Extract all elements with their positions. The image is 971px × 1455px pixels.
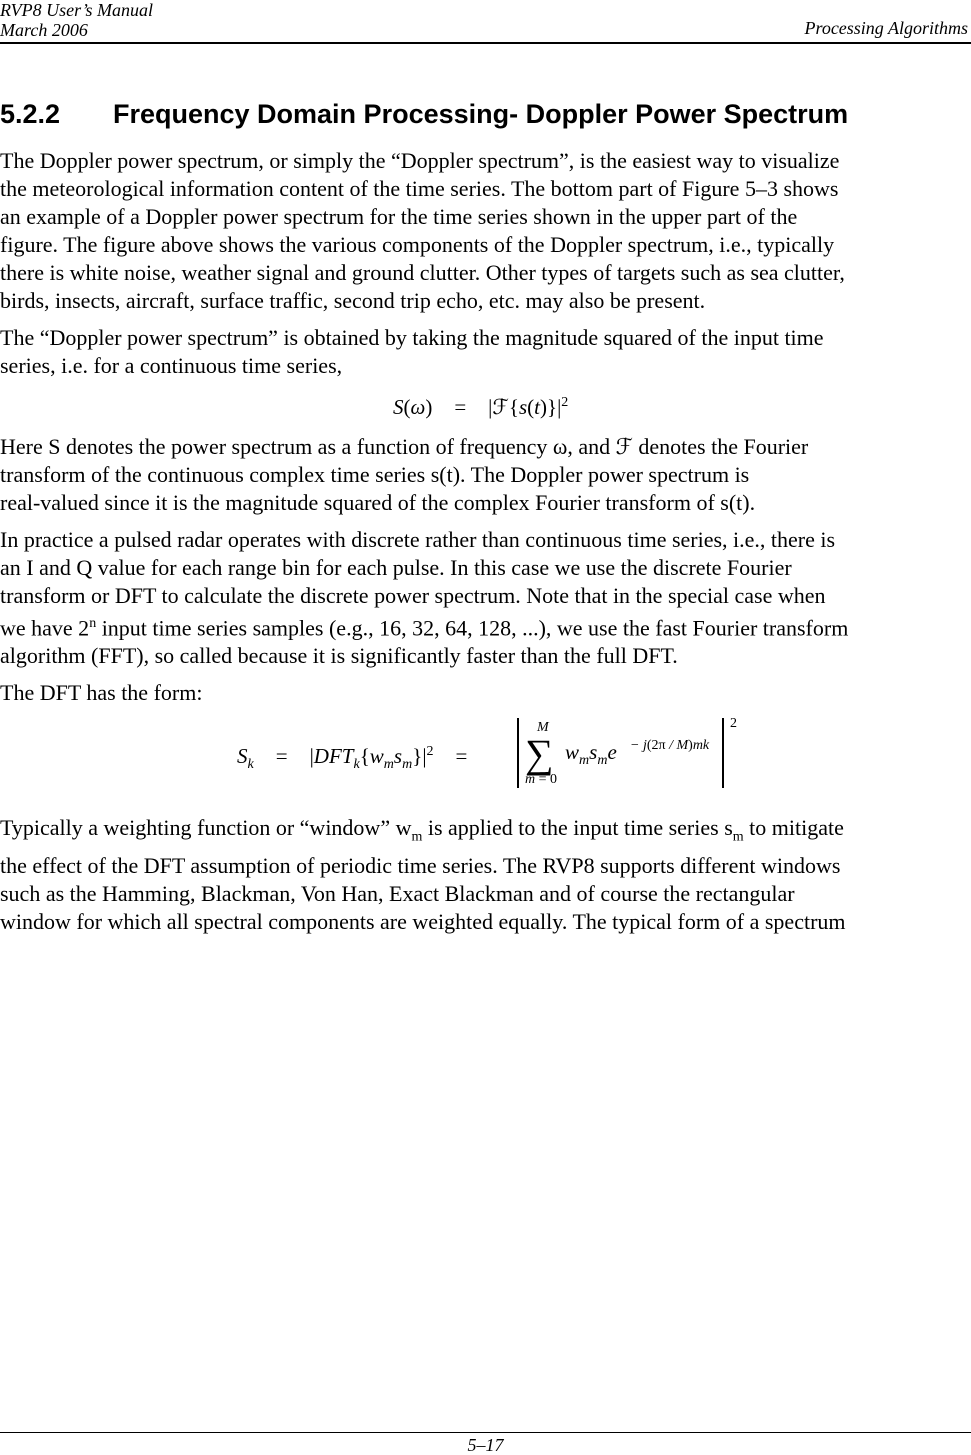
chapter-title: Processing Algorithms [804,18,968,38]
equation-dft: $S_k = |DFT_k\{w_ms_m\}|^2$ = M ∑ m = 0 $w_ms_me$ − j(2π / M)mk 2 [237,716,737,788]
running-header-left [0,0,153,40]
paragraph-3: Here S denotes the power spectrum as a function of frequency ω, and ℱ denotes the Fourier transform of the continuous complex time series s(t). The Doppler power spectrum is real-valued since it is the magnitude squared of the complex Fourier transform of s(t). [0,434,809,515]
section-title: Frequency Domain Processing- Doppler Power Spectrum [113,99,849,129]
header-rule [0,42,971,44]
page-body [0,95,971,945]
manual-title: RVP8 User’s Manual [0,0,153,20]
section-number: 5.2.2 [0,99,61,129]
paragraph-5: The DFT has the form: [0,680,203,706]
equation-power-spectrum: $S(\omega) = |ℱ\{s(t)\}|^2$ [393,395,569,419]
footer-rule [0,1432,971,1433]
section-heading [0,95,971,133]
paragraph-1: The Doppler power spectrum, or simply the “Doppler spectrum”, is the easiest way to visualize the meteorological information content of the time series. The bottom part of Figure 5–3 shows an example of a Doppler power spectrum for the time series shown in the upper part of the figure. The figure above shows the various components of the Doppler spectrum, i.e., typically there is white noise, weather signal and ground clutter. Other types of targets such as sea clutter, birds, insects, aircraft, surface traffic, second trip echo, etc. may also be present. [0,148,845,313]
paragraph-6: Typically a weighting function or “window” $w_m$ is applied to the input time series $s_m$ to mitigate the effect of the DFT assumption of periodic time series. The RVP8 supports different windows such as the Hamming, Blackman, Von Han, Exact Blackman and of course the rectangular window for which all spectral components are weighted equally. The typical form of a spectrum [0,815,846,934]
manual-date: March 2006 [0,20,88,40]
paragraph-4: In practice a pulsed radar operates with discrete rather than continuous time series, i.e., there is an I and Q value for each range bin for each pulse. In this case we use the discrete Fourier transform or DFT to calculate the discrete power spectrum. Note that in the special case when we have 2$^n$ input time series samples (e.g., 16, 32, 64, 128, ...), we use the fast Fourier transform algorithm (FFT), so called because it is significantly faster than the full DFT. [0,527,849,669]
paragraph-2: The “Doppler power spectrum” is obtained by taking the magnitude squared of the input time series, i.e. for a continuous time series, [0,325,824,378]
page-number: 5–17 [467,1435,504,1455]
